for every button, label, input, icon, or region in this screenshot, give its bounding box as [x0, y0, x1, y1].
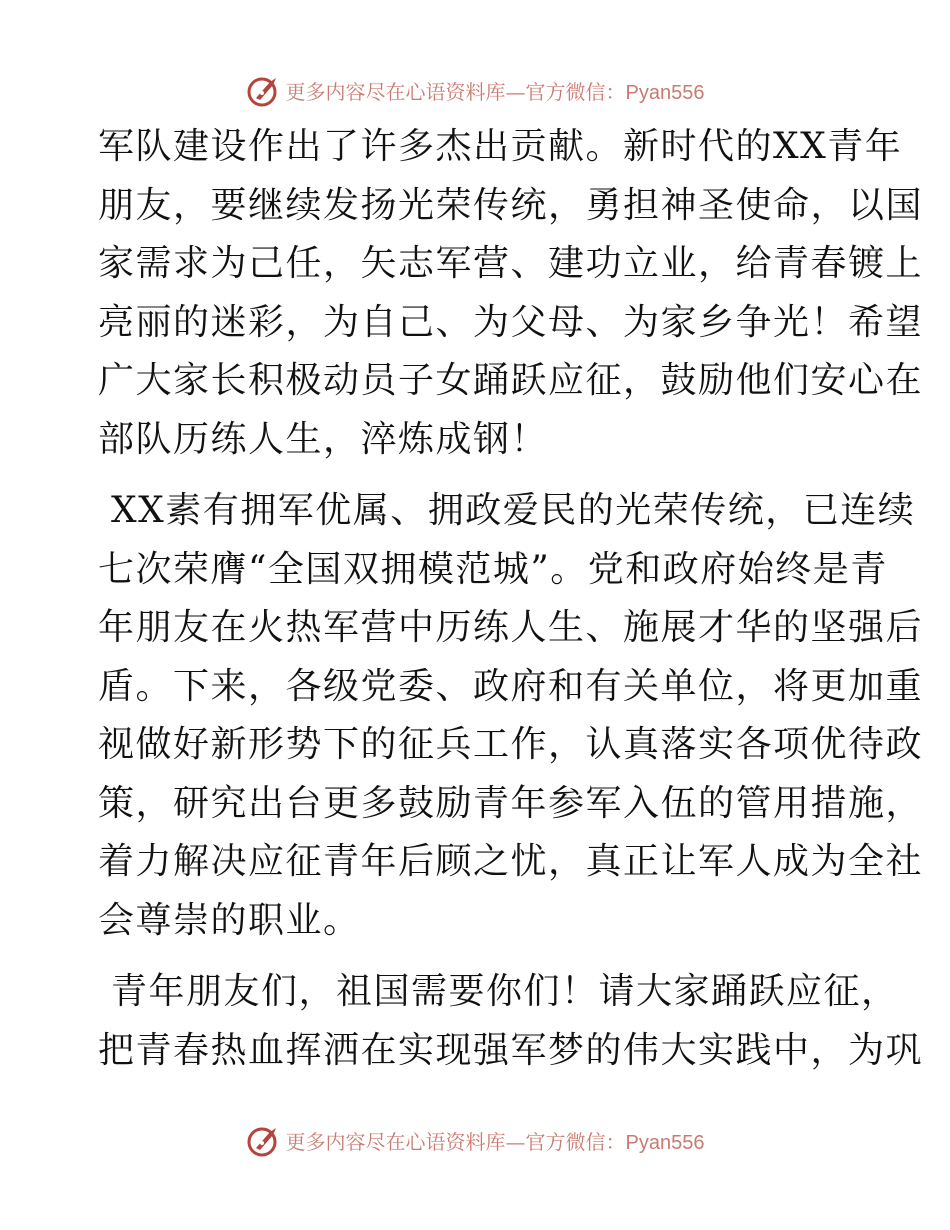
watermark-label: 更多内容尽在心语资料库—官方微信： [285, 1129, 626, 1154]
text-line: 策，研究出台更多鼓励青年参军入伍的管用措施， [98, 782, 924, 824]
footer-watermark [0, 1118, 950, 1162]
watermark-wechat-id: Pyan556 [625, 1131, 705, 1154]
text-line: 部队历练人生，淬炼成钢！ [98, 418, 549, 460]
paragraph-1 [98, 118, 924, 469]
text-line: 家需求为己任，矢志军营、建功立业，给青春镀上 [98, 243, 924, 284]
paragraph-3 [98, 963, 924, 1080]
text-line: 朋友，要继续发扬光荣传统，勇担神圣使命，以国 [98, 184, 924, 226]
pen-nib-logo-icon [246, 1122, 282, 1158]
paragraph-2 [98, 482, 924, 950]
text-line: 七次荣膺“全国双拥模范城”。党和政府始终是青 [98, 548, 888, 590]
watermark-text [286, 76, 705, 105]
text-line: 广大家长积极动员子女踊跃应征，鼓励他们安心在 [98, 360, 924, 401]
paragraph-spacer [98, 950, 858, 963]
text-line: 年朋友在火热军营中历练人生、施展才华的坚强后 [98, 607, 924, 648]
document-body [98, 118, 924, 1080]
text-line: 把青春热血挥洒在实现强军梦的伟大实践中，为巩 [98, 1029, 924, 1071]
watermark-label: 更多内容尽在心语资料库—官方微信： [285, 79, 626, 104]
text-line: XX素有拥军优属、拥政爱民的光荣传统，已连续 [98, 490, 916, 531]
pen-nib-logo-icon [246, 72, 282, 108]
text-line: 军队建设作出了许多杰出贡献。新时代的XX青年 [98, 126, 903, 167]
text-line: 青年朋友们，祖国需要你们！请大家踊跃应征， [98, 971, 899, 1012]
text-line: 着力解决应征青年后顾之忧，真正让军人成为全社 [98, 841, 924, 882]
header-watermark [0, 68, 950, 112]
text-line: 亮丽的迷彩，为自己、为父母、为家乡争光！希望 [98, 301, 924, 343]
text-line: 会尊崇的职业。 [98, 899, 361, 941]
text-line: 盾。下来，各级党委、政府和有关单位，将更加重 [98, 665, 924, 707]
text-line: 视做好新形势下的征兵工作，认真落实各项优待政 [98, 724, 924, 765]
paragraph-spacer [98, 469, 858, 482]
watermark-text [286, 1126, 705, 1155]
watermark-wechat-id: Pyan556 [625, 81, 705, 104]
